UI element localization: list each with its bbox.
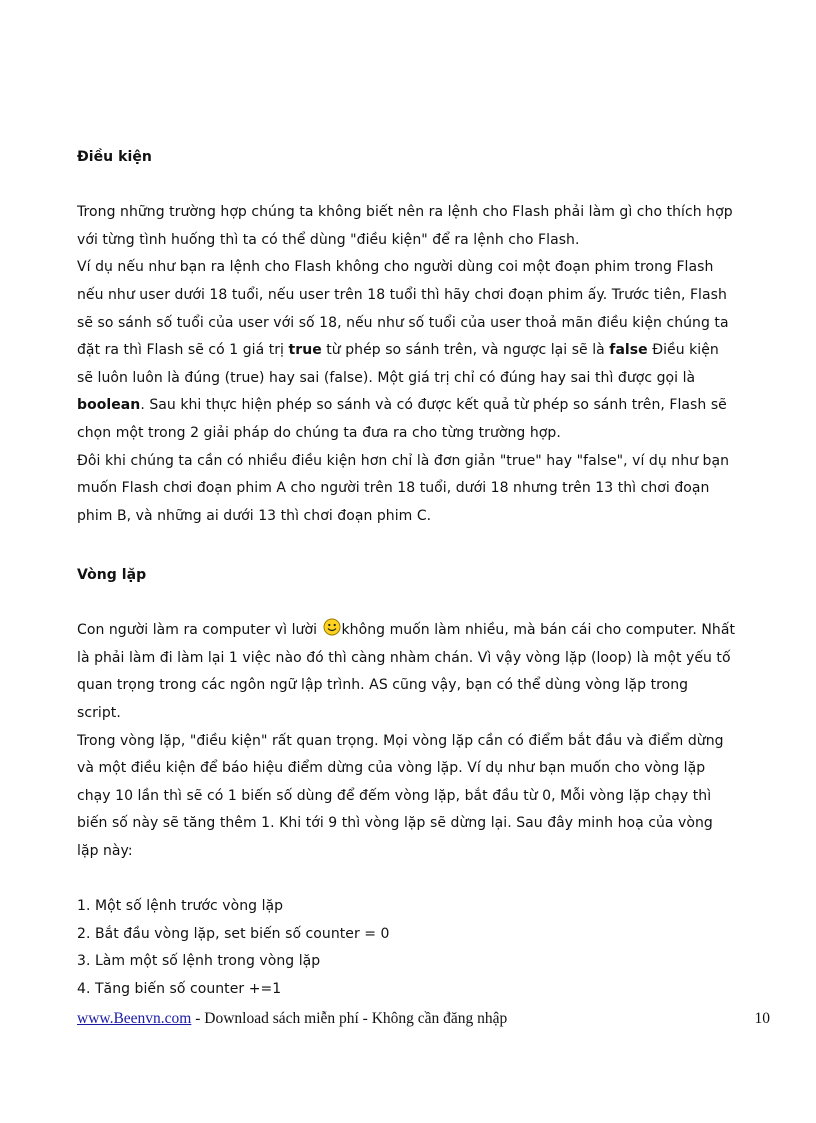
paragraph-line: Đôi khi chúng ta cần có nhiều điều kiện hơn chỉ là đơn giản "true" hay "false", ví dụ như bạn: [77, 452, 730, 469]
paragraph-line: lặp này:: [77, 842, 133, 859]
paragraph-line: [77, 392, 777, 420]
paragraph-line: là phải làm đi làm lại 1 việc nào đó thì càng nhàm chán. Vì vậy vòng lặp (loop) là một yếu tố: [77, 649, 731, 666]
section-vong-lap: [77, 562, 777, 1004]
section-dieu-kien: [77, 144, 777, 530]
text-run: . Sau khi thực hiện phép so sánh và có được kết quả từ phép so sánh trên, Flash sẽ: [140, 397, 727, 414]
heading-vong-lap: Vòng lặp: [77, 567, 147, 583]
smiley-face-icon: [323, 618, 341, 636]
text-run: từ phép so sánh trên, và ngược lại sẽ là: [321, 342, 610, 359]
paragraph-line: với từng tình huống thì ta có thể dùng "điều kiện" để ra lệnh cho Flash.: [77, 231, 580, 248]
text-run: Con người làm ra computer vì lười: [77, 622, 322, 639]
paragraph-line: muốn Flash chơi đoạn phim A cho người trên 18 tuổi, dưới 18 nhưng trên 13 thì chơi đoạn: [77, 480, 710, 497]
text-run: đặt ra thì Flash sẽ có 1 giá trị: [77, 342, 289, 359]
paragraph-line: [77, 617, 777, 645]
page-footer: [77, 1010, 770, 1028]
paragraph-line: Ví dụ nếu như bạn ra lệnh cho Flash không cho người dùng coi một đoạn phim trong Flash: [77, 259, 714, 276]
paragraph-line: chọn một trong 2 giải pháp do chúng ta đưa ra cho từng trường hợp.: [77, 424, 561, 441]
keyword-false: false: [609, 342, 648, 359]
paragraph-line: phim B, và những ai dưới 13 thì chơi đoạn phim C.: [77, 507, 432, 524]
spacer: [77, 866, 777, 894]
spacer: [77, 172, 777, 200]
paragraph-line: chạy 10 lần thì sẽ có 1 biến số dùng để đếm vòng lặp, bắt đầu từ 0, Mỗi vòng lặp chạy thì: [77, 787, 712, 804]
paragraph-line: sẽ luôn luôn là đúng (true) hay sai (false). Một giá trị chỉ có đúng hay sai thì được gọi là: [77, 369, 696, 386]
paragraph-line: sẽ so sánh số tuổi của user với số 18, nếu như số tuổi của user thoả mãn điều kiện chúng ta: [77, 314, 729, 331]
paragraph-line: quan trọng trong các ngôn ngữ lập trình. AS cũng vậy, bạn có thể dùng vòng lặp trong: [77, 677, 689, 694]
paragraph-line: và một điều kiện để báo hiệu điểm dừng của vòng lặp. Ví dụ như bạn muốn cho vòng lặp: [77, 760, 706, 777]
keyword-true: true: [288, 342, 322, 359]
list-item: 1. Một số lệnh trước vòng lặp: [77, 898, 284, 915]
paragraph-line: Trong những trường hợp chúng ta không biết nên ra lệnh cho Flash phải làm gì cho thích hợp: [77, 204, 733, 221]
paragraph-line: script.: [77, 704, 121, 721]
paragraph-line: nếu như user dưới 18 tuổi, nếu user trên 18 tuổi thì hãy chơi đoạn phim ấy. Trước tiên, Flash: [77, 286, 727, 303]
list-item: 4. Tăng biến số counter +=1: [77, 980, 282, 997]
spacer: [77, 590, 777, 618]
paragraph-line: Trong vòng lặp, "điều kiện" rất quan trọng. Mọi vòng lặp cần có điểm bắt đầu và điểm dừng: [77, 732, 724, 749]
footer-text: - Download sách miễn phí - Không cần đăng nhập: [191, 1010, 508, 1027]
list-item: 3. Làm một số lệnh trong vòng lặp: [77, 953, 321, 970]
text-run: Điều kiện: [647, 342, 719, 359]
page-number: 10: [754, 1010, 770, 1027]
list-item: 2. Bắt đầu vòng lặp, set biến số counter = 0: [77, 925, 390, 942]
paragraph-line: [77, 337, 777, 365]
footer-site-link[interactable]: www.Beenvn.com: [77, 1010, 192, 1027]
paragraph-line: biến số này sẽ tăng thêm 1. Khi tới 9 thì vòng lặp sẽ dừng lại. Sau đây minh hoạ của vòng: [77, 815, 713, 832]
text-run: không muốn làm nhiều, mà bán cái cho computer. Nhất: [341, 622, 736, 639]
keyword-boolean: boolean: [77, 397, 141, 414]
heading-dieu-kien: Điều kiện: [77, 149, 152, 165]
